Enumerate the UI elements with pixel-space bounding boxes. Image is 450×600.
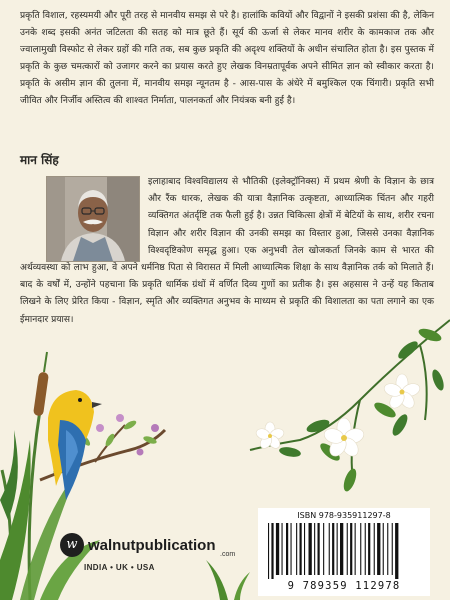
barcode-bar: [387, 523, 388, 575]
barcode-digits: 9 789359 112978: [287, 580, 401, 592]
barcode-bar: [350, 523, 352, 575]
barcode-bar: [323, 523, 324, 575]
barcode-bar: [360, 523, 361, 575]
barcode-bar: [271, 523, 273, 579]
barcode-bars: [268, 523, 420, 579]
barcode-bar: [340, 523, 343, 575]
barcode-bar: [395, 523, 398, 579]
publisher-domain: .com: [220, 551, 236, 558]
barcode-bar: [365, 523, 366, 575]
intro-paragraph: प्रकृति विशाल, रहस्यमयी और पूरी तरह से मानवीय समझ से परे है। हालांकि कवियों और विद्वानों ने इसकी प्रशंसा की है, लेकिन उनके शब्द इसकी अनंत जटिलता की सतह को मात्र छूते हैं। सूर्य की ऊर्जा से लेकर मानव शरीर के कामकाज तक और ज्वालामुखी विस्फोट से लेकर ग्रहों की गति तक, सब कुछ प्रकृति की अदृश्य शक्तियों के अधीन संचालित होता है। इस पुस्तक में प्रकृति के कुछ चमत्कारों को उजागर करने का प्रयास करते हुए लेखक विनम्रतापूर्वक अपने सीमित ज्ञान को स्वीकार करता है। प्रकृति के असीम ज्ञान की तुलना में, मानवीय समझ न्यूनतम है - आस-पास के अंधेरे में बमुश्किल एक चिंगारी। प्रकृति सभी जीवित और निर्जीव अस्तित्व की शाश्वत निर्माता, पालनकर्ता और नियंत्रक बनी हुई है।: [20, 11, 434, 106]
barcode-bar: [314, 523, 315, 575]
isbn-barcode: [258, 508, 430, 596]
barcode-bar: [377, 523, 380, 575]
barcode-bar: [355, 523, 356, 575]
barcode-bar: [392, 523, 393, 575]
barcode-bar: [300, 523, 302, 575]
barcode-bar: [374, 523, 375, 575]
barcode-bar: [337, 523, 338, 575]
publisher-name: walnutpublication: [88, 537, 216, 554]
isbn-label: ISBN 978-935911297-8: [297, 511, 391, 520]
barcode-bar: [291, 523, 292, 575]
barcode-bar: [282, 523, 283, 575]
barcode-bar: [268, 523, 269, 579]
barcode-bar: [309, 523, 312, 575]
bird-illustration: [48, 390, 102, 500]
barcode-bar: [368, 523, 370, 575]
walnut-logo-icon: w: [60, 533, 84, 557]
barcode-bar: [296, 523, 297, 575]
author-name: मान सिंह: [20, 153, 59, 167]
barcode-bar: [383, 523, 384, 575]
barcode-bar: [329, 523, 330, 575]
barcode-bar: [276, 523, 279, 575]
author-bio-text: इलाहाबाद विश्वविद्यालय से भौतिकी (इलेक्ट्रॉनिक्स) में प्रथम श्रेणी के विज्ञान के छात्र और रैंक धारक, लेखक की यात्रा वैज्ञानिक उत्कृष्टता, आध्यात्मिक चिंतन और गहरी व्यक्तिगत अंतर्दृष्टि तक फैली हुई है। उन्नत चिकित्सा क्षेत्रों में बेटियों के साथ, शरीर रचना विज्ञान और शरीर विज्ञान की उनकी समझ का विस्तार हुआ, जिससे उनका वैज्ञानिक विश्वदृष्टिकोण समृद्ध हुआ। एक अनुभवी तेल खोजकर्ता जिनके काम से भारत की अर्थव्यवस्था को लाभ हुआ, वे अपने धर्मनिष्ठ पिता से विरासत में मिली आध्यात्मिक शिक्षा के साथ वैज्ञानिक तर्क को मिलाते हैं। बाद के वर्षों में, उन्होंने पहचाना कि प्रकृति धार्मिक ग्रंथों में वर्णित दिव्य गुणों का प्रतीक है। इस अहसास ने उन्हें यह किताब लिखने के लिए प्रेरित किया - विज्ञान, स्मृति और व्यक्तिगत अनुभव के माध्यम से प्रकृति की विशालता का पता लगाने का एक ईमानदार प्रयास।: [20, 177, 434, 325]
barcode-bar: [286, 523, 288, 575]
publisher-countries: INDIA • UK • USA: [84, 563, 155, 572]
barcode-bar: [304, 523, 305, 575]
jasmine-flowers-illustration: [250, 320, 450, 493]
barcode-bar: [347, 523, 348, 575]
barcode-bar: [332, 523, 334, 575]
barcode-bar: [318, 523, 320, 575]
